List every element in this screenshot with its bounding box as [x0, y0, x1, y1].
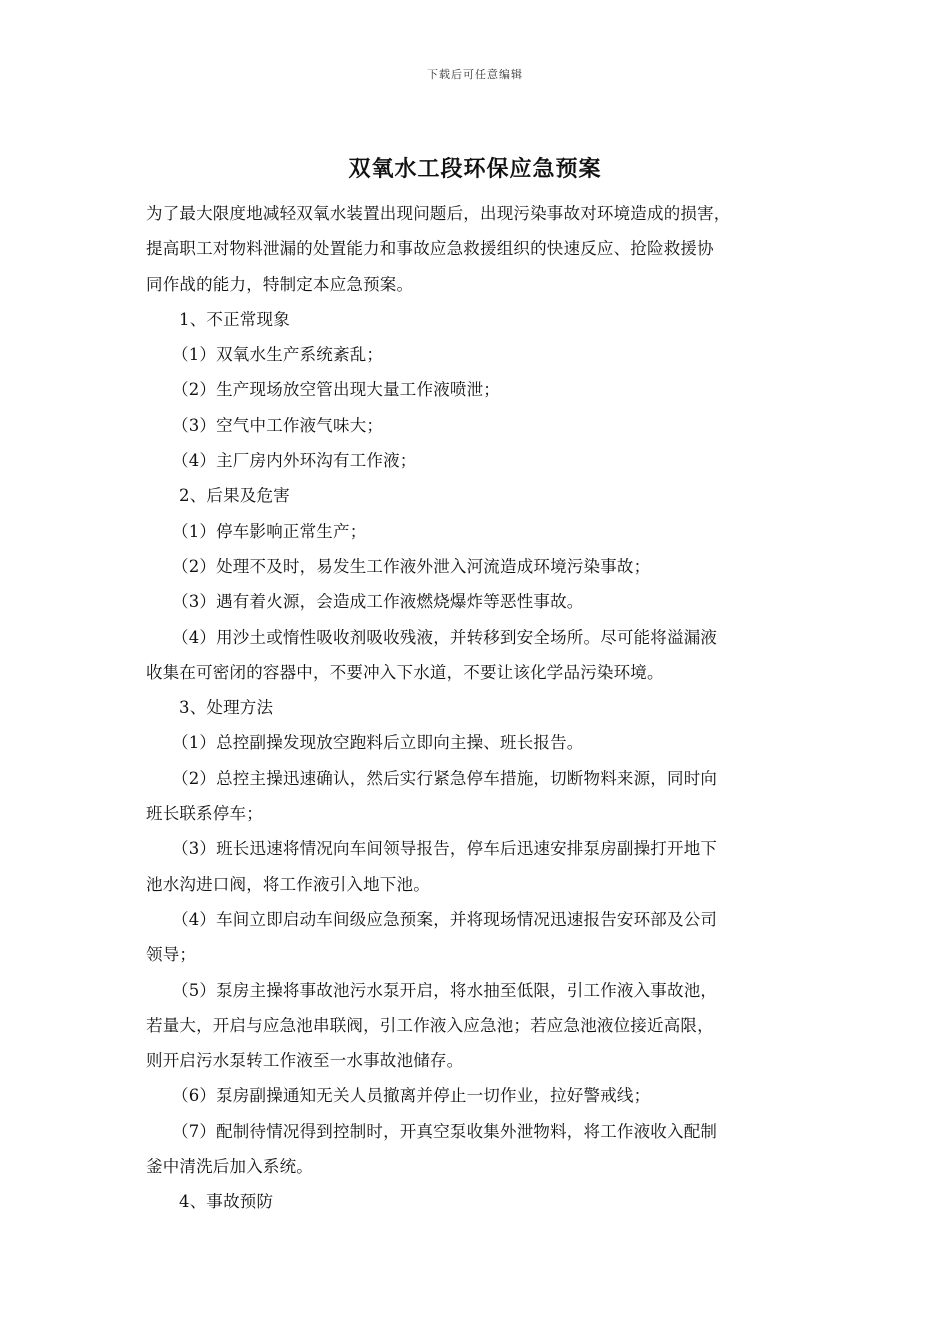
body-text-line: 釜中清洗后加入系统。 — [146, 1157, 313, 1177]
body-text-line: 收集在可密闭的容器中，不要冲入下水道，不要让该化学品污染环境。 — [146, 662, 664, 682]
body-text-line: （2）生产现场放空管出现大量工作液喷泄； — [172, 380, 500, 400]
document-body — [146, 196, 806, 1220]
body-text-line: （1）总控副操发现放空跑料后立即向主操、班长报告。 — [172, 733, 584, 753]
section-heading: 4、事故预防 — [179, 1192, 274, 1212]
body-text-line: （1）停车影响正常生产； — [172, 521, 367, 541]
section-heading: 3、处理方法 — [179, 698, 274, 718]
body-text-line: （3）遇有着火源，会造成工作液燃烧爆炸等恶性事故。 — [172, 592, 584, 612]
body-text-line: 同作战的能力，特制定本应急预案。 — [146, 274, 414, 294]
body-text-line: 领导； — [146, 945, 197, 965]
body-text-line: （1）双氧水生产系统紊乱； — [172, 345, 384, 365]
page-header-note: 下载后可任意编辑 — [427, 68, 523, 81]
section-heading: 1、不正常现象 — [179, 309, 290, 329]
body-text-line: （6）泵房副操通知无关人员撤离并停止一切作业，拉好警戒线； — [172, 1086, 651, 1106]
document-title: 双氧水工段环保应急预案 — [348, 156, 602, 182]
body-text-line: （4）车间立即启动车间级应急预案，并将现场情况迅速报告安环部及公司 — [172, 909, 718, 929]
body-text-line: （5）泵房主操将事故池污水泵开启，将水抽至低限，引工作液入事故池， — [172, 980, 718, 1000]
body-text-line: 为了最大限度地减轻双氧水装置出现问题后，出现污染事故对环境造成的损害， — [146, 204, 731, 223]
body-text-line: （2）处理不及时，易发生工作液外泄入河流造成环境污染事故； — [172, 556, 651, 576]
body-text-line: 若量大，开启与应急池串联阀，引工作液入应急池；若应急池液位接近高限， — [146, 1015, 714, 1035]
body-text-line: （4）主厂房内外环沟有工作液； — [172, 451, 417, 471]
body-text-line: （2）总控主操迅速确认，然后实行紧急停车措施，切断物料来源，同时向 — [172, 768, 718, 788]
body-text-line: 池水沟进口阀，将工作液引入地下池。 — [146, 874, 430, 894]
body-text-line: 提高职工对物料泄漏的处置能力和事故应急救援组织的快速反应、抢险救援协 — [146, 239, 714, 259]
body-text-line: 则开启污水泵转工作液至一水事故池储存。 — [146, 1051, 464, 1071]
body-text-line: （4）用沙土或惰性吸收剂吸收残液，并转移到安全场所。尽可能将溢漏液 — [172, 627, 718, 647]
body-text-line: （3）空气中工作液气味大； — [172, 415, 384, 435]
body-text-line: 班长联系停车； — [146, 804, 263, 824]
body-text-line: （3）班长迅速将情况向车间领导报告，停车后迅速安排泵房副操打开地下 — [172, 839, 718, 859]
section-heading: 2、后果及危害 — [179, 486, 290, 506]
body-text-line: （7）配制待情况得到控制时，开真空泵收集外泄物料，将工作液收入配制 — [172, 1121, 718, 1141]
